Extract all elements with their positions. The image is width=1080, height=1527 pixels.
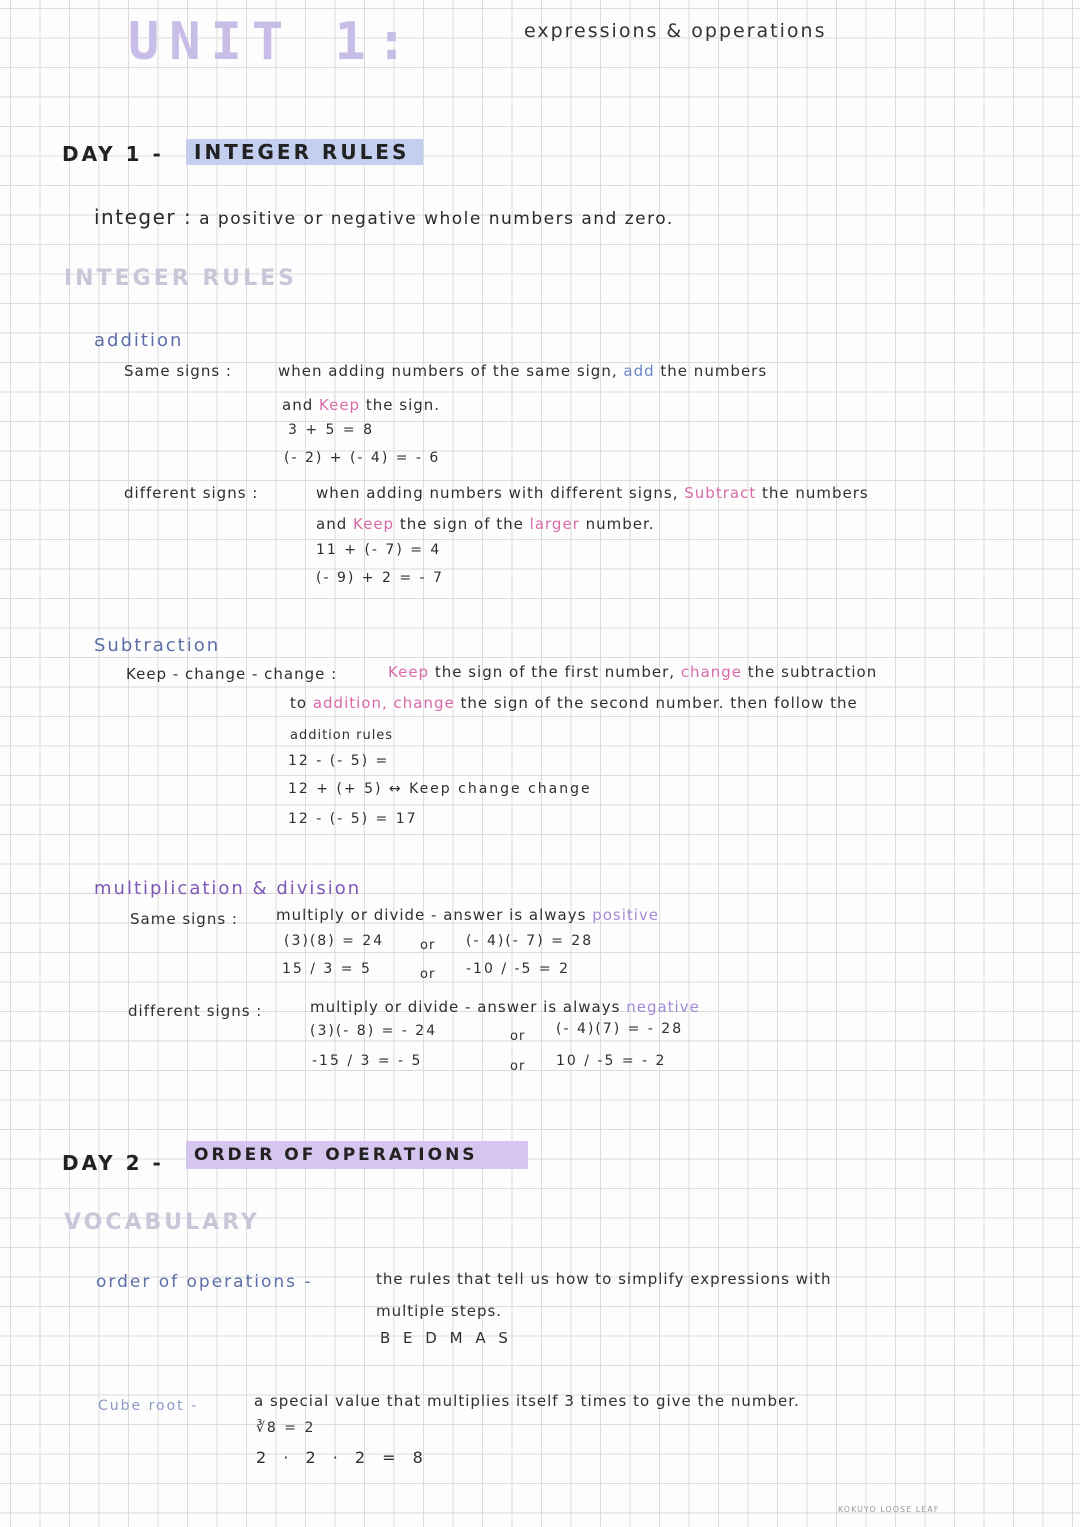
text-segment: the sign of the second number. then follow the xyxy=(460,694,858,712)
or-label: or xyxy=(420,967,436,982)
text-segment: the numbers xyxy=(761,484,869,502)
text-segment: positive xyxy=(592,906,660,924)
text-segment: the sign of the first number, xyxy=(434,663,676,681)
unit-title: UNIT 1: xyxy=(128,12,418,72)
text-segment: multiply or divide - answer is always xyxy=(276,906,587,924)
text-segment: and xyxy=(316,515,348,533)
or-label: or xyxy=(420,938,436,953)
unit-subtitle: expressions & opperations xyxy=(524,20,827,42)
same-signs-rule-line2 xyxy=(282,396,440,414)
integer-definition xyxy=(94,205,674,229)
addition-example-3: 11 + (- 7) = 4 xyxy=(316,542,442,558)
text-segment: when adding numbers of the same sign, xyxy=(278,362,618,380)
order-of-operations-def-line1: the rules that tell us how to simplify expressions with xyxy=(376,1270,832,1288)
order-of-operations-term: order of operations - xyxy=(96,1272,313,1292)
addition-example-4: (- 9) + 2 = - 7 xyxy=(316,570,444,586)
text-segment: Keep xyxy=(388,663,430,681)
vocabulary-heading: VOCABULARY xyxy=(64,1210,260,1235)
integer-rules-heading: INTEGER RULES xyxy=(64,266,298,291)
text-segment: and xyxy=(282,396,314,414)
text-segment: Keep xyxy=(319,396,361,414)
same-signs-label: Same signs : xyxy=(124,362,232,380)
mult-example-4: (- 4)(7) = - 28 xyxy=(556,1021,684,1037)
mult-example-1: (3)(8) = 24 xyxy=(284,933,385,949)
text-segment: the numbers xyxy=(660,362,768,380)
mult-example-2: (- 4)(- 7) = 28 xyxy=(466,933,594,949)
multdiv-heading: multiplication & division xyxy=(94,878,362,899)
text-segment: addition, xyxy=(312,694,388,712)
day1-topic: INTEGER RULES xyxy=(186,139,423,165)
text-segment: negative xyxy=(626,998,700,1016)
cube-root-example-1: ∛8 = 2 xyxy=(256,1420,316,1436)
div-example-1: 15 / 3 = 5 xyxy=(282,961,372,977)
subtraction-rule-line1 xyxy=(388,663,877,681)
div-example-2: -10 / -5 = 2 xyxy=(466,961,570,977)
subtraction-rule-line3: addition rules xyxy=(290,728,394,743)
text-segment: when adding numbers with different signs, xyxy=(316,484,679,502)
text-segment: the sign. xyxy=(365,396,441,414)
subtraction-rule-line2 xyxy=(290,694,858,712)
integer-text: a positive or negative whole numbers and zero. xyxy=(199,209,674,229)
mult-example-3: (3)(- 8) = - 24 xyxy=(310,1023,438,1039)
div-example-3: -15 / 3 = - 5 xyxy=(312,1053,423,1069)
addition-example-1: 3 + 5 = 8 xyxy=(288,422,374,438)
div-example-4: 10 / -5 = - 2 xyxy=(556,1053,667,1069)
subtraction-heading: Subtraction xyxy=(94,635,221,656)
cube-root-example-2: 2 · 2 · 2 = 8 xyxy=(256,1448,429,1467)
integer-term: integer : xyxy=(94,205,193,229)
multdiv-different-label: different signs : xyxy=(128,1002,263,1020)
different-signs-rule-line1 xyxy=(316,484,869,502)
text-segment: multiply or divide - answer is always xyxy=(310,998,621,1016)
text-segment: the subtraction xyxy=(747,663,878,681)
multdiv-same-label: Same signs : xyxy=(130,910,238,928)
day1-label: DAY 1 - xyxy=(62,142,164,166)
different-signs-label: different signs : xyxy=(124,484,259,502)
subtraction-example-3: 12 - (- 5) = 17 xyxy=(288,811,418,827)
cube-root-term: Cube root - xyxy=(98,1398,199,1414)
text-segment: add xyxy=(623,362,655,380)
paper-brand: KOKUYO LOOSE LEAF xyxy=(838,1505,940,1514)
text-segment: Subtract xyxy=(684,484,757,502)
text-segment: the sign of the xyxy=(399,515,524,533)
multdiv-same-rule xyxy=(276,906,659,924)
day2-topic: ORDER OF OPERATIONS xyxy=(186,1141,528,1169)
text-segment: number. xyxy=(585,515,655,533)
addition-example-2: (- 2) + (- 4) = - 6 xyxy=(284,450,441,466)
text-segment: change xyxy=(393,694,455,712)
cube-root-definition: a special value that multiplies itself 3 times to give the number. xyxy=(254,1392,800,1410)
text-segment: to xyxy=(290,694,308,712)
addition-heading: addition xyxy=(94,330,184,351)
same-signs-rule-line1 xyxy=(278,362,767,380)
text-segment: Keep xyxy=(353,515,395,533)
or-label: or xyxy=(510,1029,526,1044)
kcc-label: Keep - change - change : xyxy=(126,665,338,683)
or-label: or xyxy=(510,1059,526,1074)
subtraction-example-2: 12 + (+ 5) ↔ Keep change change xyxy=(288,781,592,797)
text-segment: change xyxy=(680,663,743,681)
multdiv-different-rule xyxy=(310,998,700,1016)
order-of-operations-def-line2: multiple steps. xyxy=(376,1302,503,1320)
subtraction-example-1: 12 - (- 5) = xyxy=(288,753,390,769)
bedmas-acronym: B E D M A S xyxy=(380,1329,512,1347)
day2-label: DAY 2 - xyxy=(62,1151,164,1175)
text-segment: larger xyxy=(529,515,580,533)
different-signs-rule-line2 xyxy=(316,515,655,533)
